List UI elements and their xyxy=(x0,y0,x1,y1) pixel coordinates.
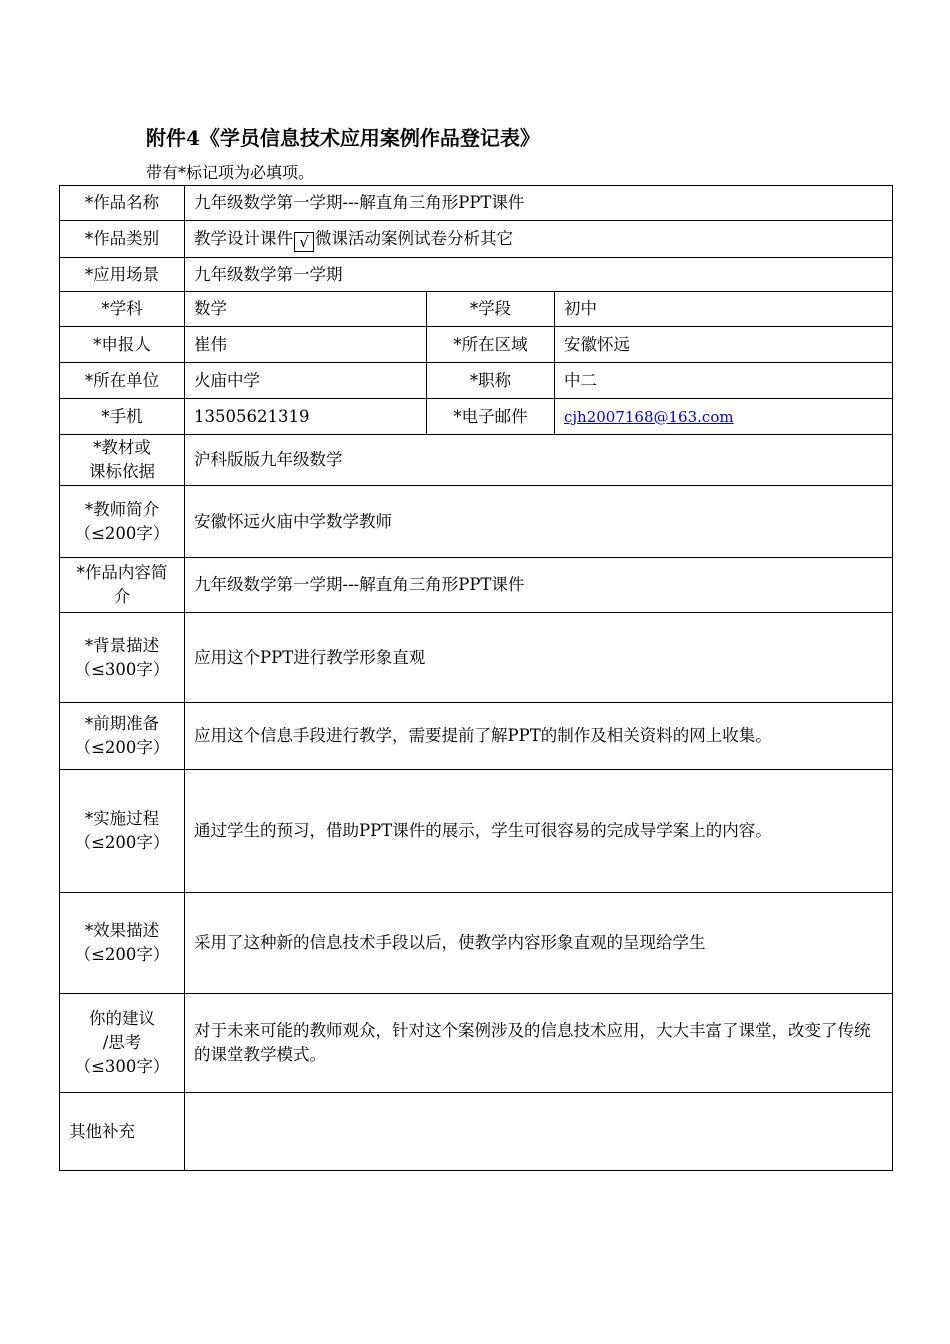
label-process xyxy=(60,770,185,893)
label-phone: *手机 xyxy=(60,399,185,435)
value-textbook[interactable]: 沪科版版九年级数学 xyxy=(185,435,893,486)
value-subject[interactable]: 数学 xyxy=(185,292,427,327)
value-stage[interactable]: 初中 xyxy=(555,292,893,327)
value-title-rank[interactable]: 中二 xyxy=(555,363,893,399)
value-preparation[interactable]: 应用这个信息手段进行教学，需要提前了解PPT的制作及相关资料的网上收集。 xyxy=(185,703,893,770)
value-other[interactable] xyxy=(185,1093,893,1171)
label-email: *电子邮件 xyxy=(427,399,555,435)
row-suggestion xyxy=(60,994,893,1093)
row-effect xyxy=(60,893,893,994)
value-process[interactable]: 通过学生的预习，借助PPT课件的展示，学生可很容易的完成导学案上的内容。 xyxy=(185,770,893,893)
label-subject: *学科 xyxy=(60,292,185,327)
value-region[interactable]: 安徽怀远 xyxy=(555,327,893,363)
label-region: *所在区域 xyxy=(427,327,555,363)
row-scene xyxy=(60,258,893,292)
value-teacher-intro[interactable]: 安徽怀远火庙中学数学教师 xyxy=(185,486,893,558)
label-preparation xyxy=(60,703,185,770)
value-applicant[interactable]: 崔伟 xyxy=(185,327,427,363)
work-type-options-b: 微课活动案例试卷分析其它 xyxy=(315,228,513,248)
value-work-type[interactable] xyxy=(185,221,893,258)
row-applicant-region xyxy=(60,327,893,363)
row-work-type xyxy=(60,221,893,258)
label-textbook xyxy=(60,435,185,486)
label-suggestion-line3: （≤300字） xyxy=(74,1057,170,1076)
value-scene[interactable]: 九年级数学第一学期 xyxy=(185,258,893,292)
label-teacher-intro-line1: *教师简介 xyxy=(84,499,160,519)
work-type-options-a: 教学设计课件 xyxy=(194,228,293,248)
value-phone[interactable]: 13505621319 xyxy=(185,399,427,435)
value-work-name[interactable]: 九年级数学第一学期---解直角三角形PPT课件 xyxy=(185,186,893,221)
checkmark-icon[interactable]: √ xyxy=(294,232,314,252)
label-preparation-line1: *前期准备 xyxy=(84,714,160,733)
label-content-intro-line2: 介 xyxy=(113,587,131,606)
label-textbook-line1: *教材或 xyxy=(93,438,151,457)
label-effect-line1: *效果描述 xyxy=(84,921,160,940)
value-suggestion[interactable]: 对于未来可能的教师观众，针对这个案例涉及的信息技术应用，大大丰富了课堂，改变了传统的课堂教学模式。 xyxy=(185,994,893,1093)
label-process-line1: *实施过程 xyxy=(84,809,160,828)
email-link[interactable]: cjh2007168@163.com xyxy=(564,407,734,426)
value-unit[interactable]: 火庙中学 xyxy=(185,363,427,399)
row-subject-stage xyxy=(60,292,893,327)
row-unit-rank xyxy=(60,363,893,399)
label-title-rank: *职称 xyxy=(427,363,555,399)
row-preparation xyxy=(60,703,893,770)
label-work-type: *作品类别 xyxy=(60,221,185,258)
row-other xyxy=(60,1093,893,1171)
label-suggestion-line2: /思考 xyxy=(102,1033,142,1052)
label-suggestion xyxy=(60,994,185,1093)
label-stage: *学段 xyxy=(427,292,555,327)
row-content-intro xyxy=(60,558,893,613)
required-note: 带有*标记项为必填项。 xyxy=(146,163,315,182)
label-textbook-line2: 课标依据 xyxy=(89,462,155,481)
row-textbook xyxy=(60,435,893,486)
row-background xyxy=(60,613,893,703)
label-work-name: *作品名称 xyxy=(60,186,185,221)
label-background-line1: *背景描述 xyxy=(84,635,160,655)
value-email-cell xyxy=(555,399,893,435)
label-effect xyxy=(60,893,185,994)
label-content-intro-line1: *作品内容简 xyxy=(76,563,168,582)
label-suggestion-line1: 你的建议 xyxy=(89,1009,155,1028)
row-process xyxy=(60,770,893,893)
label-process-line2: （≤200字） xyxy=(74,833,170,852)
label-effect-line2: （≤200字） xyxy=(74,945,170,964)
label-preparation-line2: （≤200字） xyxy=(74,738,170,757)
row-work-name xyxy=(60,186,893,221)
value-background[interactable]: 应用这个PPT进行教学形象直观 xyxy=(185,613,893,703)
label-scene: *应用场景 xyxy=(60,258,185,292)
label-content-intro xyxy=(60,558,185,613)
page-title: 附件4《学员信息技术应用案例作品登记表》 xyxy=(146,126,540,150)
registration-form-table xyxy=(59,185,893,1171)
label-teacher-intro-line2: （≤200字） xyxy=(74,523,170,543)
value-content-intro[interactable]: 九年级数学第一学期---解直角三角形PPT课件 xyxy=(185,558,893,613)
label-applicant: *申报人 xyxy=(60,327,185,363)
value-effect[interactable]: 采用了这种新的信息技术手段以后，使教学内容形象直观的呈现给学生 xyxy=(185,893,893,994)
label-other: 其他补充 xyxy=(60,1093,185,1171)
label-background-line2: （≤300字） xyxy=(74,659,170,679)
label-unit: *所在单位 xyxy=(60,363,185,399)
label-background xyxy=(60,613,185,703)
row-phone-email xyxy=(60,399,893,435)
label-teacher-intro xyxy=(60,486,185,558)
row-teacher-intro xyxy=(60,486,893,558)
